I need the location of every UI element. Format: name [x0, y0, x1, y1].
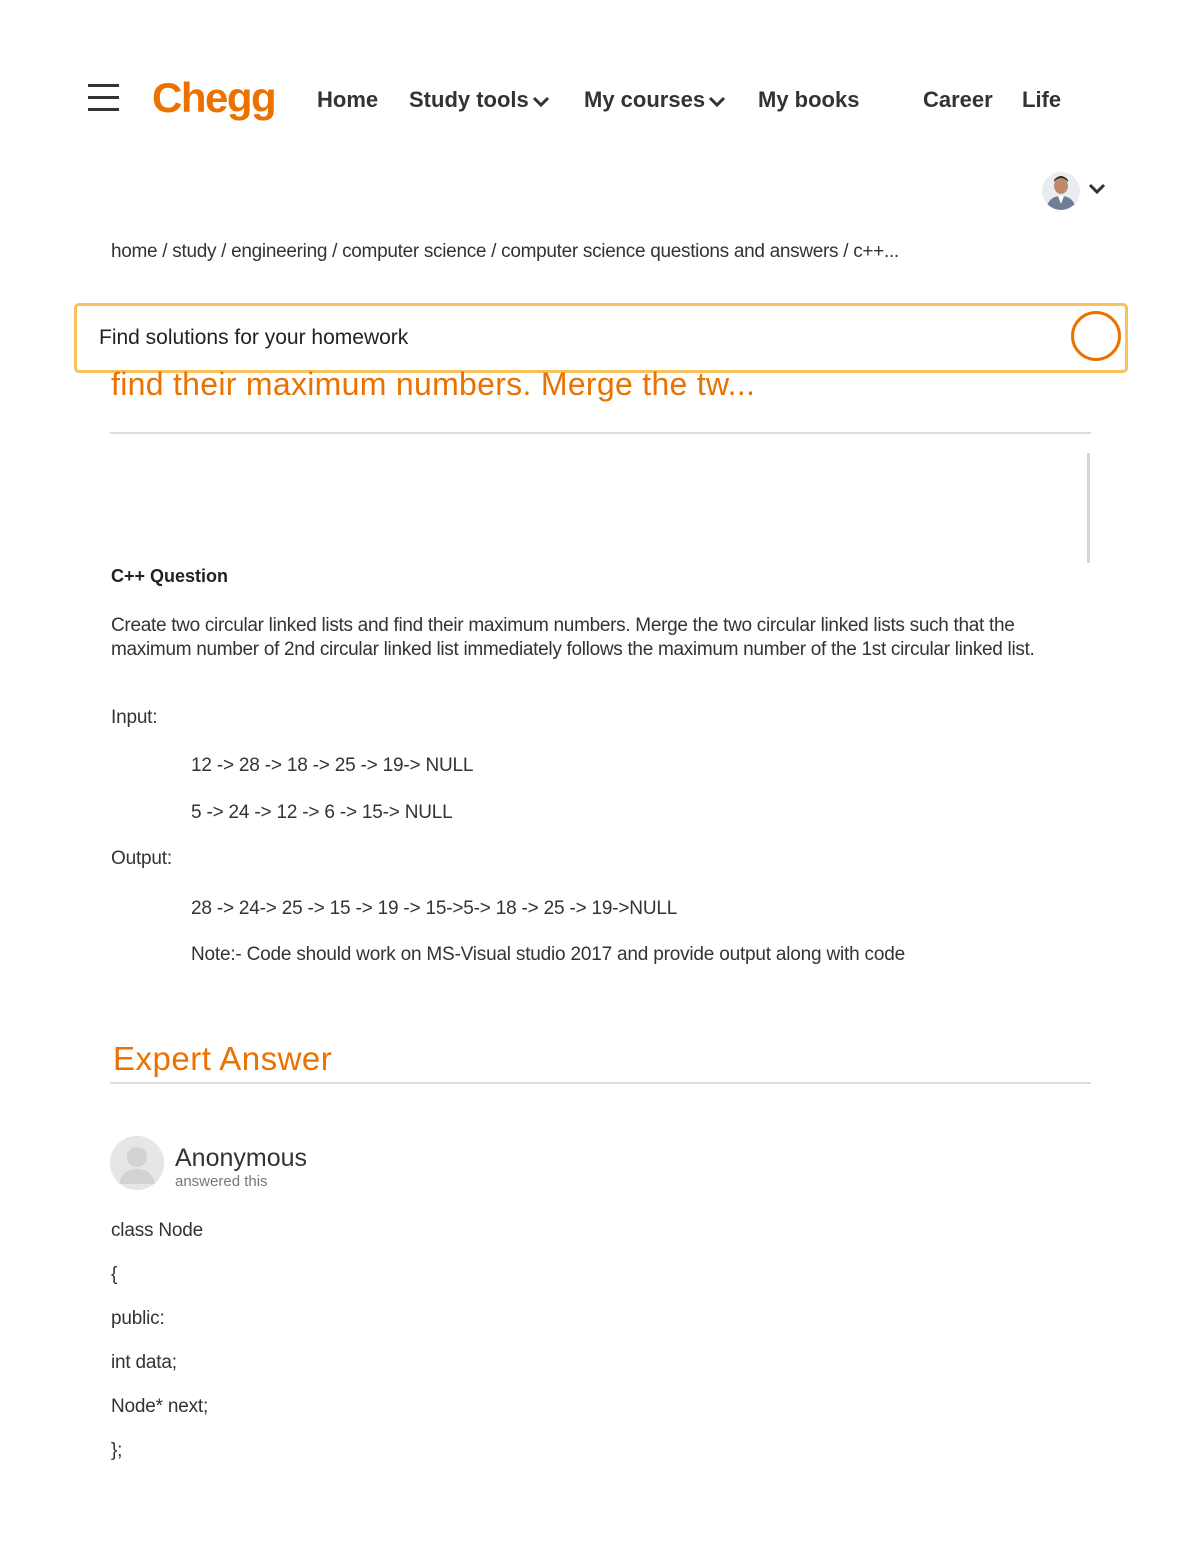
breadcrumb-current[interactable]: c++... — [853, 241, 899, 262]
chevron-down-icon — [708, 88, 726, 114]
output-label: Output: — [111, 848, 172, 869]
code-line: }; — [111, 1440, 123, 1461]
breadcrumb-engineering[interactable]: engineering — [231, 241, 328, 262]
nav-my-books[interactable] — [758, 87, 859, 113]
code-line: public: — [111, 1308, 165, 1329]
breadcrumb-separator: / — [216, 241, 232, 262]
code-line: class Node — [111, 1220, 203, 1241]
menu-icon[interactable] — [88, 84, 120, 112]
breadcrumb-computer-science[interactable]: computer science — [342, 241, 487, 262]
breadcrumb-home[interactable]: home — [111, 241, 158, 262]
divider — [110, 432, 1091, 434]
user-menu[interactable] — [1042, 172, 1112, 212]
breadcrumb-separator: / — [157, 241, 173, 262]
code-line: { — [111, 1264, 118, 1285]
chevron-down-icon — [1088, 182, 1106, 200]
output-line: 28 -> 24-> 25 -> 15 -> 19 -> 15->5-> 18 -> 25 -> 19->NULL — [191, 898, 678, 919]
scrollbar[interactable] — [1087, 453, 1090, 563]
code-line: Node* next; — [111, 1396, 209, 1417]
divider — [110, 1082, 1091, 1084]
question-heading: C++ Question — [111, 566, 229, 586]
nav-career-label: Career — [923, 87, 993, 112]
nav-study-tools-label: Study tools — [409, 87, 529, 112]
nav-life-label: Life — [1022, 87, 1062, 112]
search-icon[interactable] — [1071, 311, 1121, 361]
nav-my-books-label: My books — [758, 87, 860, 112]
breadcrumb-study[interactable]: study — [172, 241, 217, 262]
breadcrumb-separator: / — [486, 241, 502, 262]
nav-life[interactable] — [1022, 87, 1061, 113]
nav-my-courses[interactable] — [584, 87, 726, 114]
question-body: Create two circular linked lists and find their maximum numbers. Merge the two circular linked lists such that the maximum number of 2nd circular linked list immediately follows the maximum number of the 1st circular linked list. — [111, 615, 1035, 660]
answerer-avatar — [110, 1136, 164, 1190]
breadcrumb-separator: / — [327, 241, 343, 262]
nav-home[interactable] — [317, 87, 378, 113]
question-title: find their maximum numbers. Merge the tw... — [111, 366, 756, 402]
search-bar — [74, 303, 1128, 373]
expert-answer-heading: Expert Answer — [113, 1040, 333, 1077]
note-text: Note:- Code should work on MS-Visual studio 2017 and provide output along with code — [191, 944, 905, 965]
answerer-name: Anonymous — [175, 1144, 308, 1172]
input-line: 5 -> 24 -> 12 -> 6 -> 15-> NULL — [191, 802, 453, 823]
breadcrumb-cs-qa[interactable]: computer science questions and answers — [501, 241, 839, 262]
nav-my-courses-label: My courses — [584, 87, 706, 112]
user-avatar — [1042, 172, 1080, 210]
chevron-down-icon — [532, 88, 550, 114]
chegg-logo[interactable]: Chegg — [152, 74, 276, 121]
code-line: int data; — [111, 1352, 177, 1373]
nav-study-tools[interactable] — [409, 87, 550, 114]
input-line: 12 -> 28 -> 18 -> 25 -> 19-> NULL — [191, 755, 474, 776]
input-label: Input: — [111, 707, 158, 728]
answered-label: answered this — [175, 1173, 268, 1190]
nav-home-label: Home — [317, 87, 379, 112]
breadcrumb-separator: / — [838, 241, 854, 262]
search-input[interactable] — [99, 306, 999, 370]
breadcrumb — [111, 241, 899, 263]
nav-career[interactable] — [923, 87, 993, 113]
